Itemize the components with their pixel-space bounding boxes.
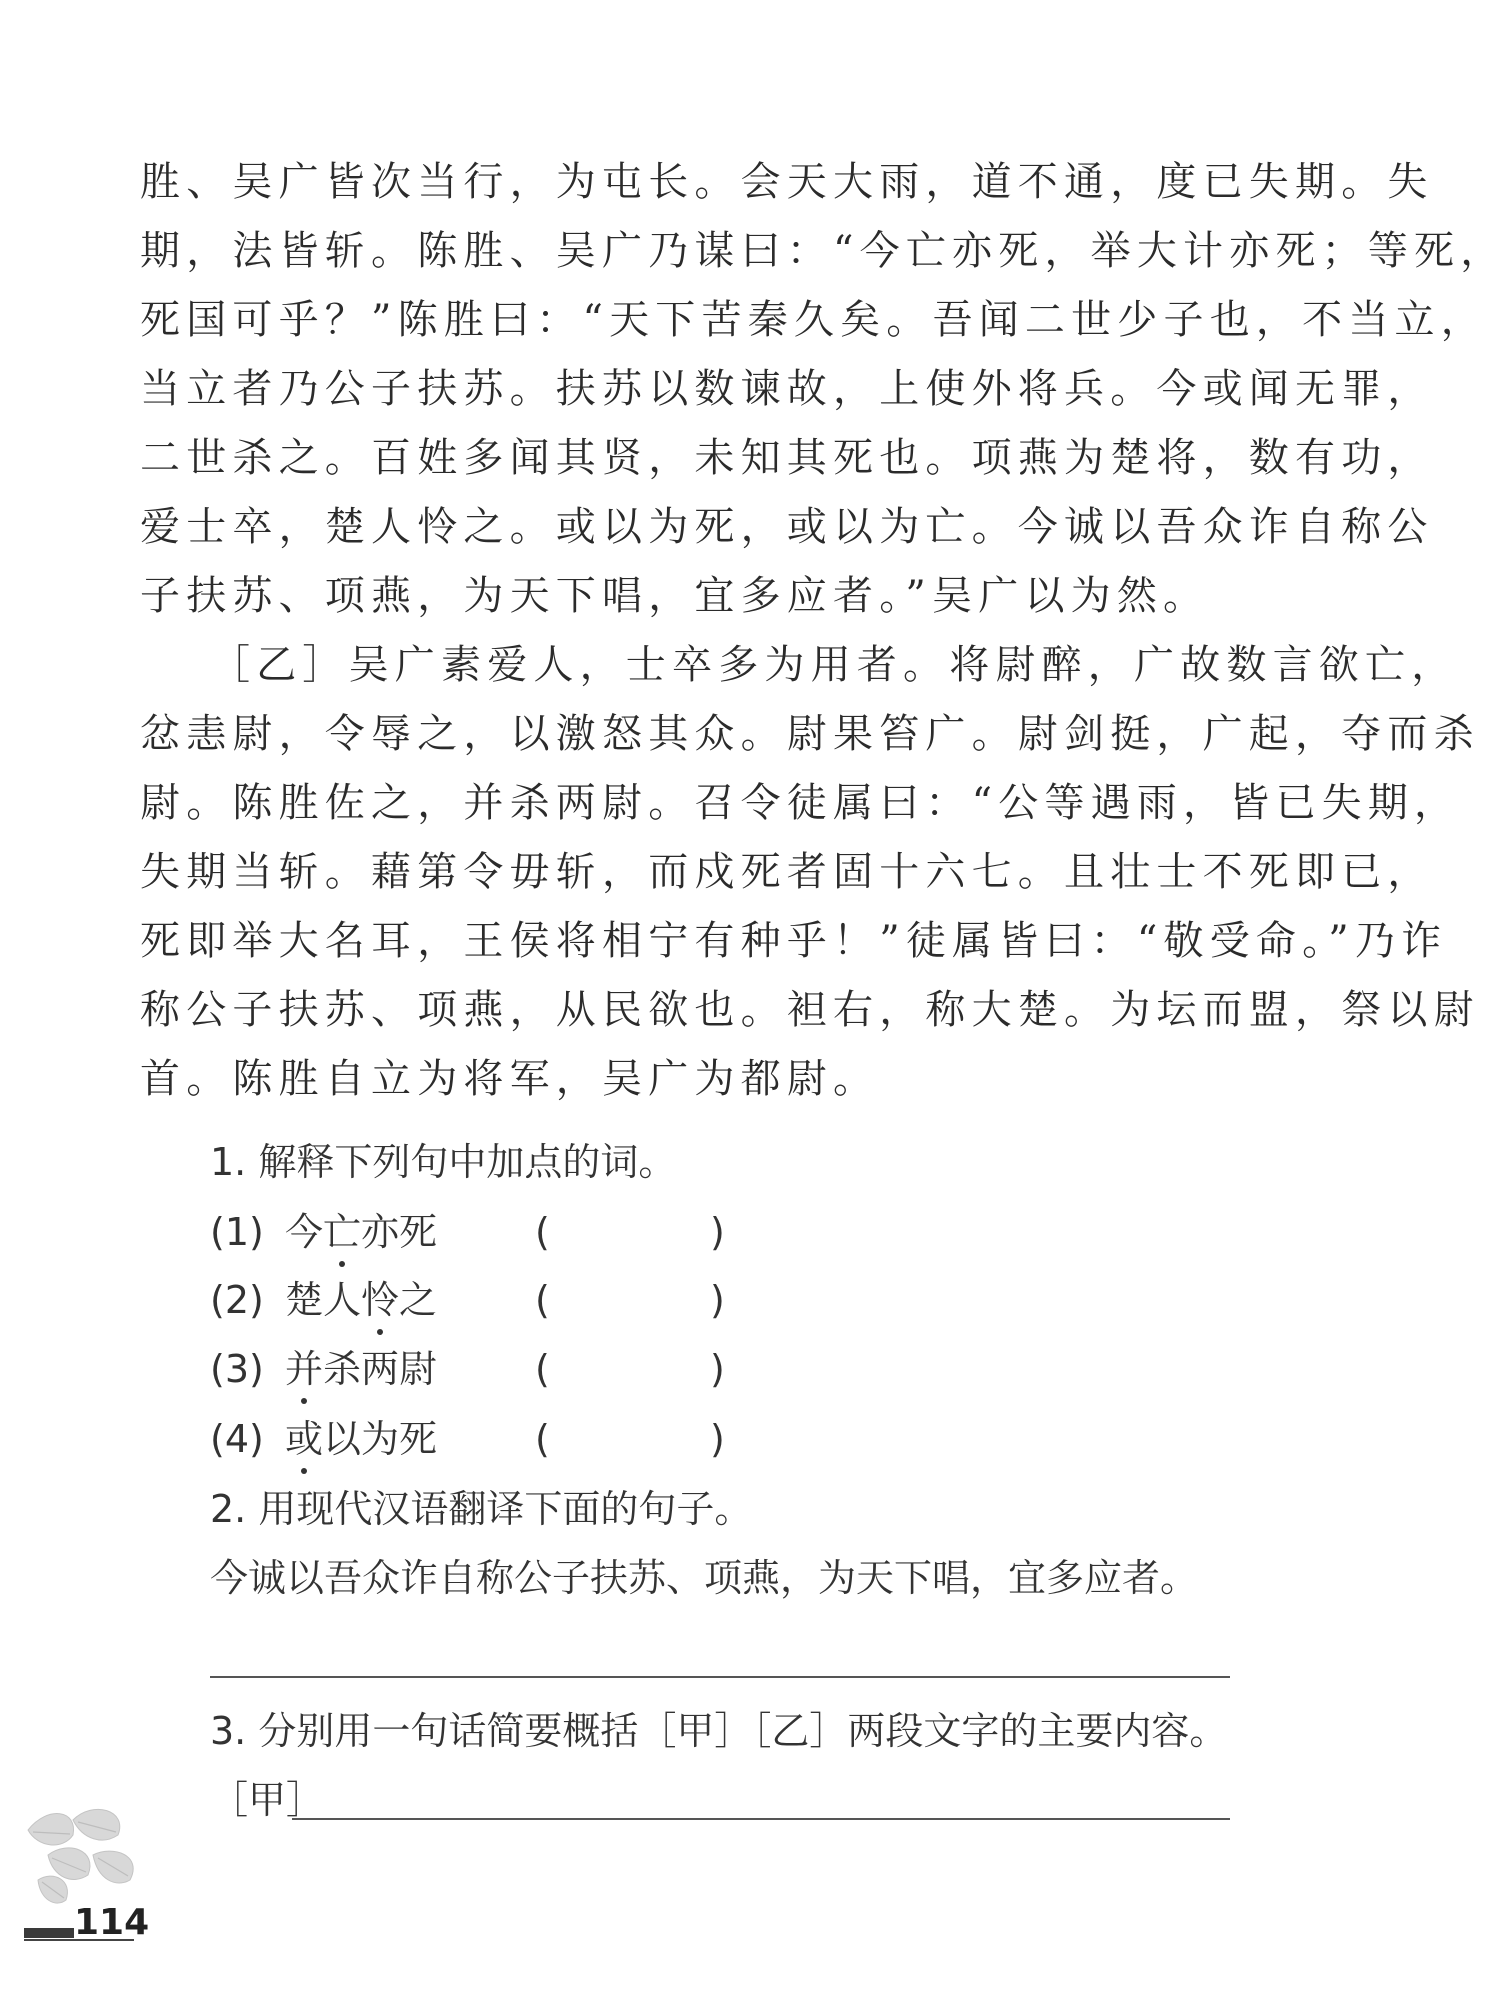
question-1-item-3 <box>210 1344 725 1394</box>
question-1-prompt: 1. 解释下列句中加点的词。 <box>210 1140 677 1184</box>
answer-paren-close: ) <box>710 1210 725 1254</box>
item-text-post: 以为死 <box>323 1417 438 1461</box>
passage-line: 二世杀之。百姓多闻其贤，未知其死也。项燕为楚将，数有功， <box>140 435 1434 481</box>
answer-paren-close: ) <box>710 1278 725 1322</box>
item-text-post: 之 <box>399 1278 438 1322</box>
passage-line: 尉。陈胜佐之，并杀两尉。召令徒属曰：“公等遇雨，皆已失期， <box>140 780 1461 826</box>
question-1-item-1 <box>210 1207 725 1257</box>
question-1-item-2 <box>210 1275 725 1325</box>
answer-line-jia[interactable] <box>292 1818 1230 1820</box>
page-number-bar <box>24 1928 74 1938</box>
passage-line: 死即举大名耳，王侯将相宁有种乎！”徒属皆曰：“敬受命。”乃诈 <box>140 918 1448 964</box>
answer-line-q2[interactable] <box>210 1676 1230 1678</box>
classical-passage <box>140 148 1506 1114</box>
page-number-underline <box>24 1939 134 1941</box>
answer-paren-open[interactable]: ( <box>535 1210 550 1254</box>
question-1-item-4 <box>210 1414 725 1464</box>
question-3-jia-label: ［甲］ <box>210 1778 325 1822</box>
item-number: (1) <box>210 1210 264 1254</box>
dotted-word: 亡 <box>323 1207 361 1257</box>
answer-paren-close: ) <box>710 1417 725 1461</box>
dotted-word: 或 <box>285 1414 323 1464</box>
passage-line: 失期当斩。藉第令毋斩，而戍死者固十六七。且壮士不死即已， <box>140 849 1434 895</box>
passage-line-yi-start: ［乙］吴广素爱人，士卒多为用者。将尉醉，广故数言欲亡， <box>210 642 1458 688</box>
item-text-pre: 楚人 <box>285 1278 362 1322</box>
answer-paren-open[interactable]: ( <box>535 1278 550 1322</box>
item-text-post: 杀两尉 <box>323 1347 438 1391</box>
item-number: (3) <box>210 1347 264 1391</box>
item-text-pre: 今 <box>285 1210 324 1254</box>
item-text-post: 亦死 <box>361 1210 438 1254</box>
passage-line: 当立者乃公子扶苏。扶苏以数谏故，上使外将兵。今或闻无罪， <box>140 366 1434 412</box>
question-3-prompt: 3. 分别用一句话简要概括［甲］［乙］两段文字的主要内容。 <box>210 1709 1228 1753</box>
passage-line: 子扶苏、项燕，为天下唱，宜多应者。”吴广以为然。 <box>140 573 1210 619</box>
passage-line: 死国可乎？”陈胜曰：“天下苦秦久矣。吾闻二世少子也，不当立， <box>140 297 1487 343</box>
passage-line: 胜、吴广皆次当行，为屯长。会天大雨，道不通，度已失期。失 <box>140 159 1434 205</box>
question-2-sentence: 今诚以吾众诈自称公子扶苏、项燕，为天下唱，宜多应者。 <box>210 1556 1199 1600</box>
item-number: (2) <box>210 1278 264 1322</box>
passage-line: 称公子扶苏、项燕，从民欲也。袒右，称大楚。为坛而盟，祭以尉 <box>140 987 1480 1033</box>
item-number: (4) <box>210 1417 264 1461</box>
passage-line: 期，法皆斩。陈胜、吴广乃谋曰：“今亡亦死，举大计亦死；等死， <box>140 228 1506 274</box>
answer-paren-close: ) <box>710 1347 725 1391</box>
passage-line: 首。陈胜自立为将军，吴广为都尉。 <box>140 1056 880 1102</box>
passage-line: 爱士卒，楚人怜之。或以为死，或以为亡。今诚以吾众诈自称公 <box>140 504 1434 550</box>
question-2-prompt: 2. 用现代汉语翻译下面的句子。 <box>210 1487 753 1531</box>
passage-line: 忿恚尉，令辱之，以激怒其众。尉果笞广。尉剑挺，广起，夺而杀 <box>140 711 1480 757</box>
page-number: 114 <box>74 1902 150 1943</box>
dotted-word: 怜 <box>361 1275 399 1325</box>
dotted-word: 并 <box>285 1344 323 1394</box>
answer-paren-open[interactable]: ( <box>535 1417 550 1461</box>
answer-paren-open[interactable]: ( <box>535 1347 550 1391</box>
